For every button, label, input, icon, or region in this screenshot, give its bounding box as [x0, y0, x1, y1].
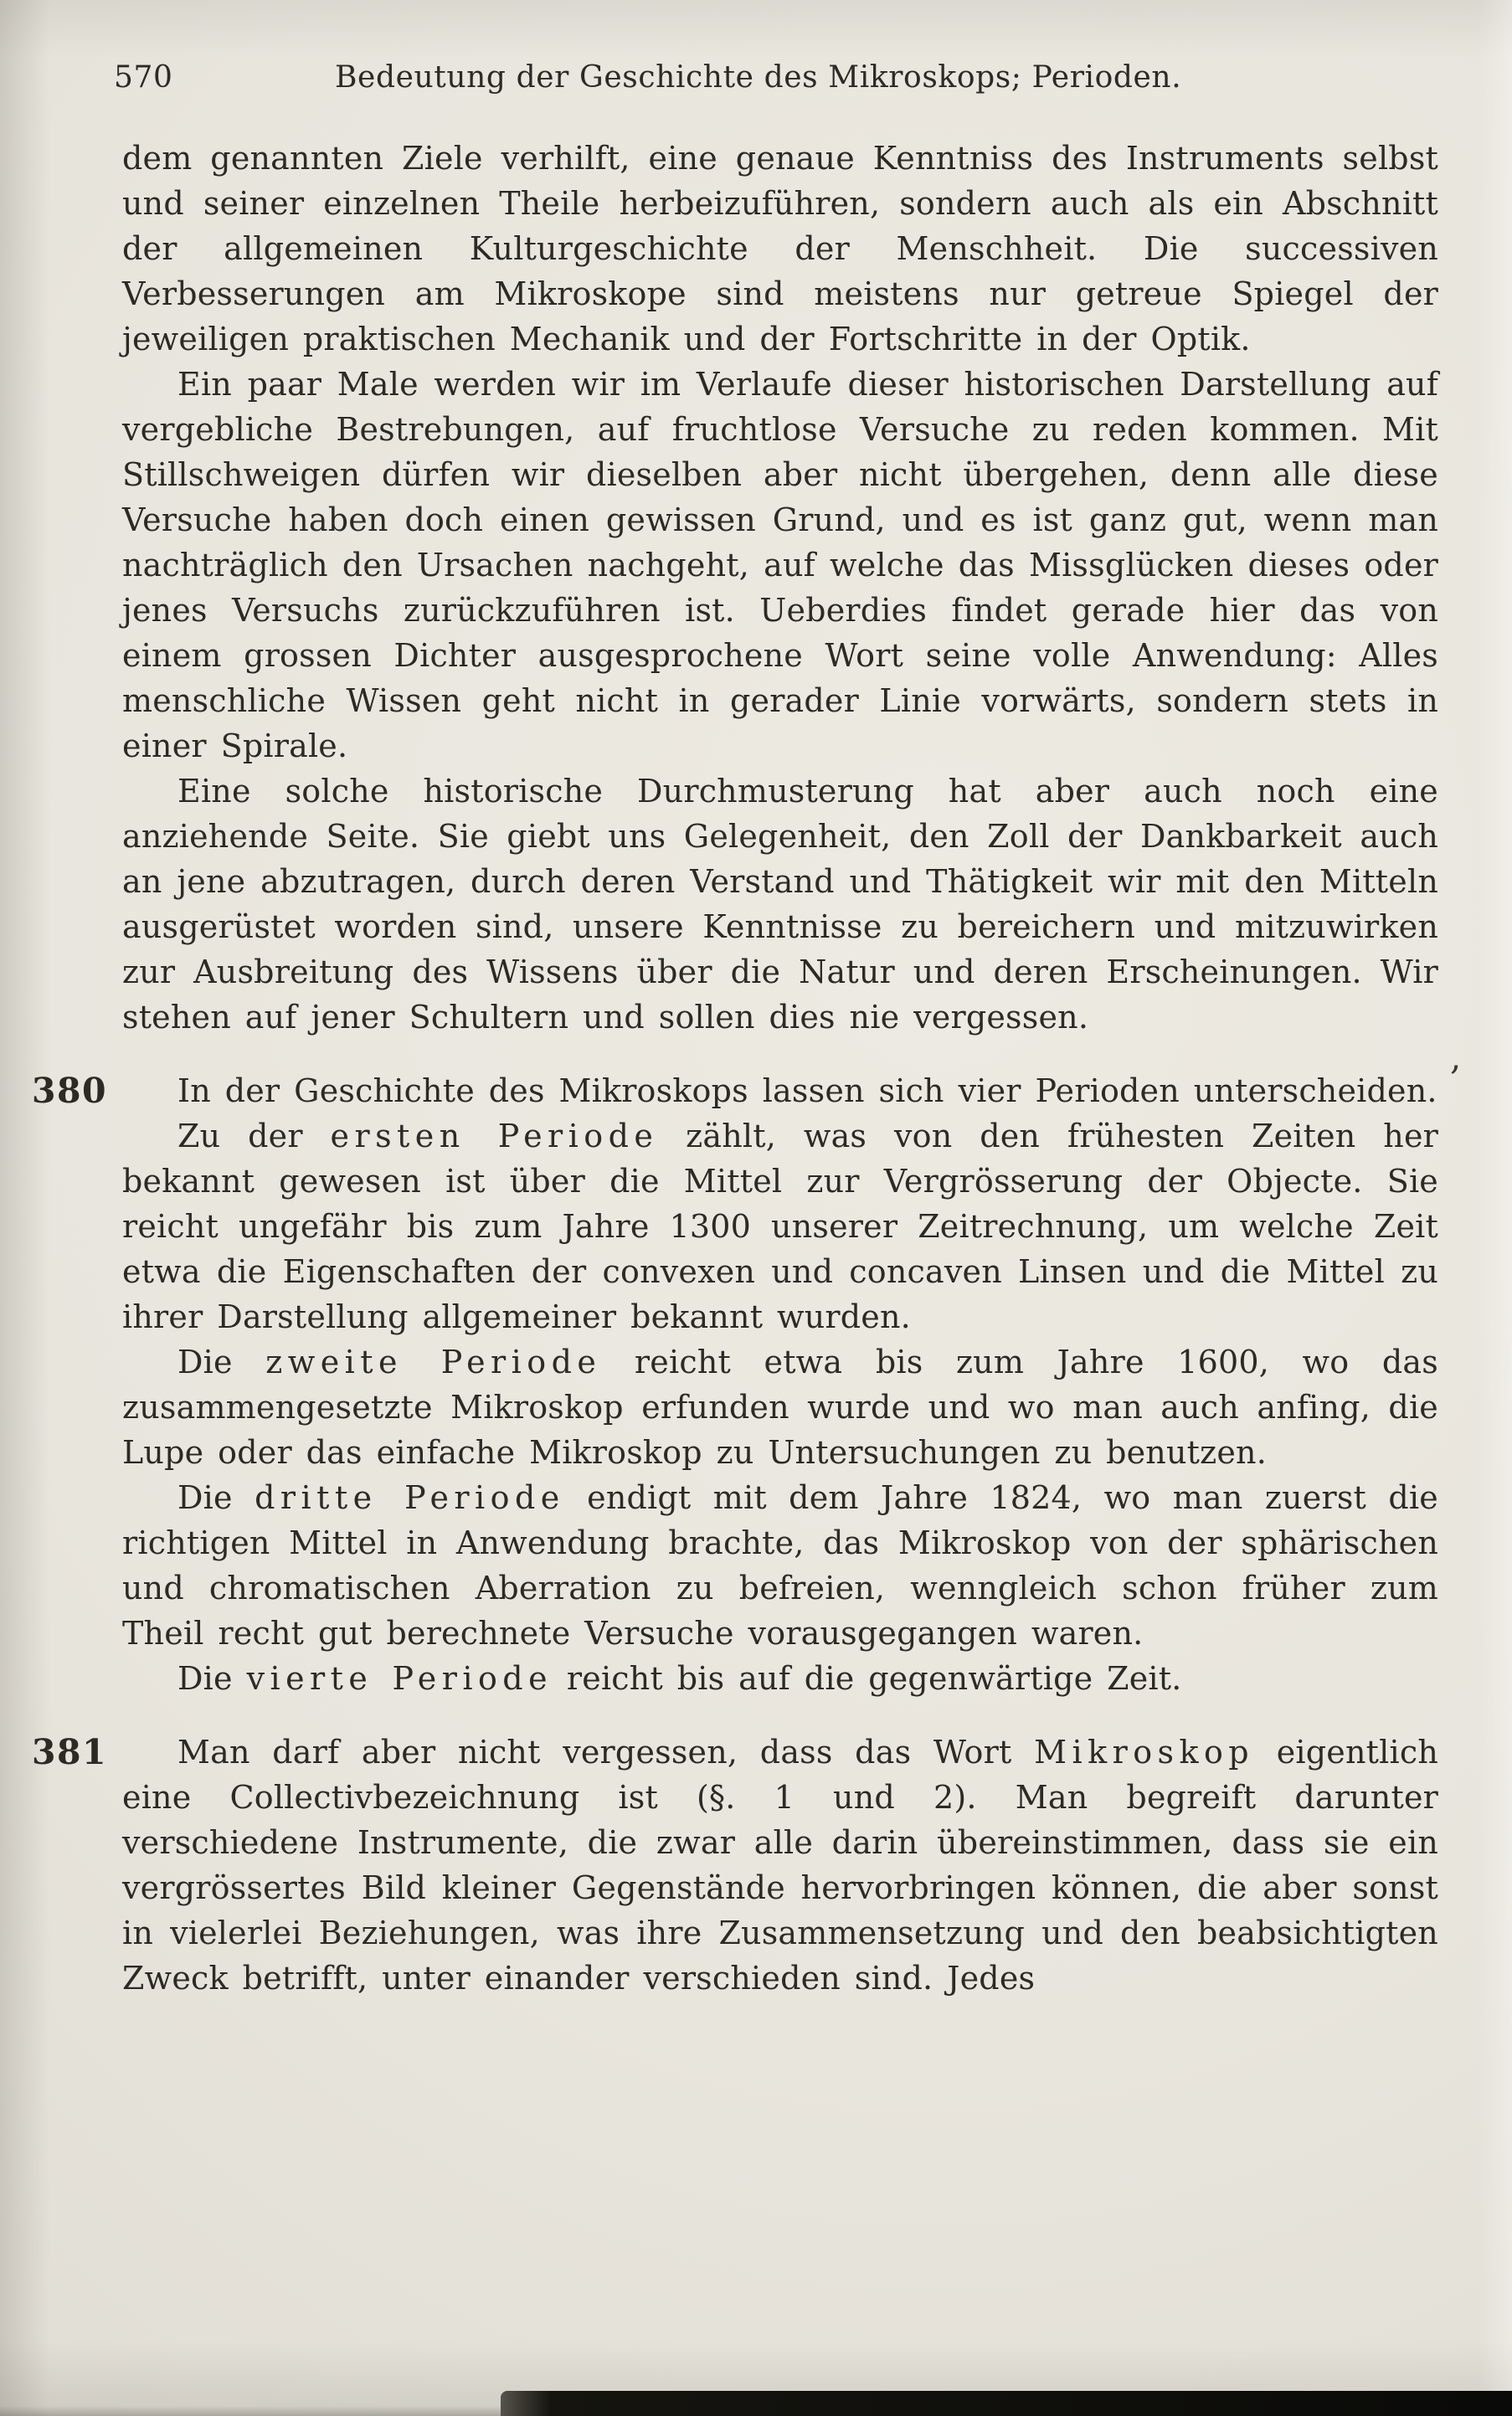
margin-section-number: 380 [32, 1071, 108, 1111]
spaced-emphasis: ersten Periode [330, 1118, 659, 1154]
text-run: Die [177, 1660, 247, 1697]
paragraph [122, 1339, 1438, 1475]
text-run: Eine solche historische Durchmusterung hat aber auch noch eine anziehende Seite. Sie giebt uns Gelegenheit, den Zoll der Dankbarkeit auch an jene abzutragen, durch deren Verstand und Thätigkeit wir mit den Mitteln ausgerüstet worden sind, unsere Kenntnisse zu bereichern und mitzuwirken zur Ausbreitung des Wissens über die Natur und deren Erscheinungen. Wir stehen auf jener Schultern und sollen dies nie vergessen. [122, 773, 1438, 1036]
paragraph [122, 768, 1438, 1040]
text-block [32, 136, 1438, 2001]
text-run: reicht etwa bis zum Jahre 1600, wo das zusammengesetzte Mikroskop erfunden wurde und wo man auch anfing, die Lupe oder das einfache Mikroskop zu Untersuchungen zu benutzen. [122, 1344, 1438, 1471]
text-run: In der Geschichte des Mikroskops lassen sich vier Perioden unterscheiden. [177, 1072, 1437, 1109]
spaced-emphasis: dritte Periode [255, 1479, 565, 1516]
paragraph [122, 1656, 1438, 1701]
stray-mark: , [1450, 1036, 1462, 1077]
text-run: Zu der [177, 1118, 331, 1154]
margin-section-number: 381 [32, 1732, 108, 1772]
text-run: Die [177, 1479, 255, 1516]
running-title: Bedeutung der Geschichte des Mikroskops; Perioden. [335, 60, 1182, 95]
text-run: endigt mit dem Jahre 1824, wo man zuerst die richtigen Mittel in Anwendung brachte, das Mikroskop von der sphärischen und chromatischen Aberration zu befreien, wenngleich schon früher zum Theil recht gut berechnete Versuche vorausgegangen waren. [122, 1479, 1438, 1652]
paragraph [122, 1475, 1438, 1656]
paragraph [122, 362, 1438, 768]
scan-bottom-bar [501, 2391, 1512, 2416]
text-run: zählt, was von den frühesten Zeiten her bekannt gewesen ist über die Mittel zur Vergrösserung der Objecte. Sie reicht ungefähr bis zum Jahre 1300 unserer Zeitrechnung, um welche Zeit etwa die Eigenschaften der convexen und concaven Linsen und die Mittel zu ihrer Darstellung allgemeiner bekannt wurden. [122, 1118, 1438, 1335]
paragraph [32, 1730, 1438, 2001]
text-run: reicht bis auf die gegenwärtige Zeit. [553, 1660, 1182, 1697]
paragraph [32, 1068, 1438, 1113]
spaced-emphasis: Mikroskop [1034, 1734, 1255, 1771]
text-run: Man darf aber nicht vergessen, dass das Wort [177, 1734, 1035, 1771]
spaced-emphasis: vierte Periode [246, 1660, 553, 1697]
paragraph [122, 1113, 1438, 1339]
scan-bottom-shadow [0, 2406, 502, 2416]
text-run: dem genannten Ziele verhilft, eine genaue Kenntniss des Instruments selbst und seiner einzelnen Theile herbeizuführen, sondern auch als ein Abschnitt der allgemeinen Kulturgeschichte der Menschheit. Die successiven Verbesserungen am Mikroskope sind meistens nur getreue Spiegel der jeweiligen praktischen Mechanik und der Fortschritte in der Optik. [122, 140, 1438, 357]
page-number: 570 [114, 60, 173, 95]
text-run: Ein paar Male werden wir im Verlaufe dieser historischen Darstellung auf vergebliche Bestrebungen, auf fruchtlose Versuche zu reden kommen. Mit Stillschweigen dürfen wir dieselben aber nicht übergehen, denn alle diese Versuche haben doch einen gewissen Grund, und es ist ganz gut, wenn man nachträglich den Ursachen nachgeht, auf welche das Missglücken dieses oder jenes Versuchs zurückzuführen ist. Ueberdies findet gerade hier das von einem grossen Dichter ausgesprochene Wort seine volle Anwendung: Alles menschliche Wissen geht nicht in gerader Linie vorwärts, sondern stets in einer Spirale. [122, 366, 1438, 764]
paragraph [122, 136, 1438, 362]
text-run: eigentlich eine Collectivbezeichnung ist (§. 1 und 2). Man begreift darunter verschiedene Instrumente, die zwar alle darin übereinstimmen, dass sie ein vergrössertes Bild kleiner Gegenstände hervorbringen können, die aber sonst in vielerlei Beziehungen, was ihre Zusammensetzung und den beabsichtigten Zweck betrifft, unter einander verschieden sind. Jedes [122, 1734, 1438, 1997]
text-run: Die [177, 1344, 266, 1380]
spaced-emphasis: zweite Periode [265, 1344, 602, 1380]
